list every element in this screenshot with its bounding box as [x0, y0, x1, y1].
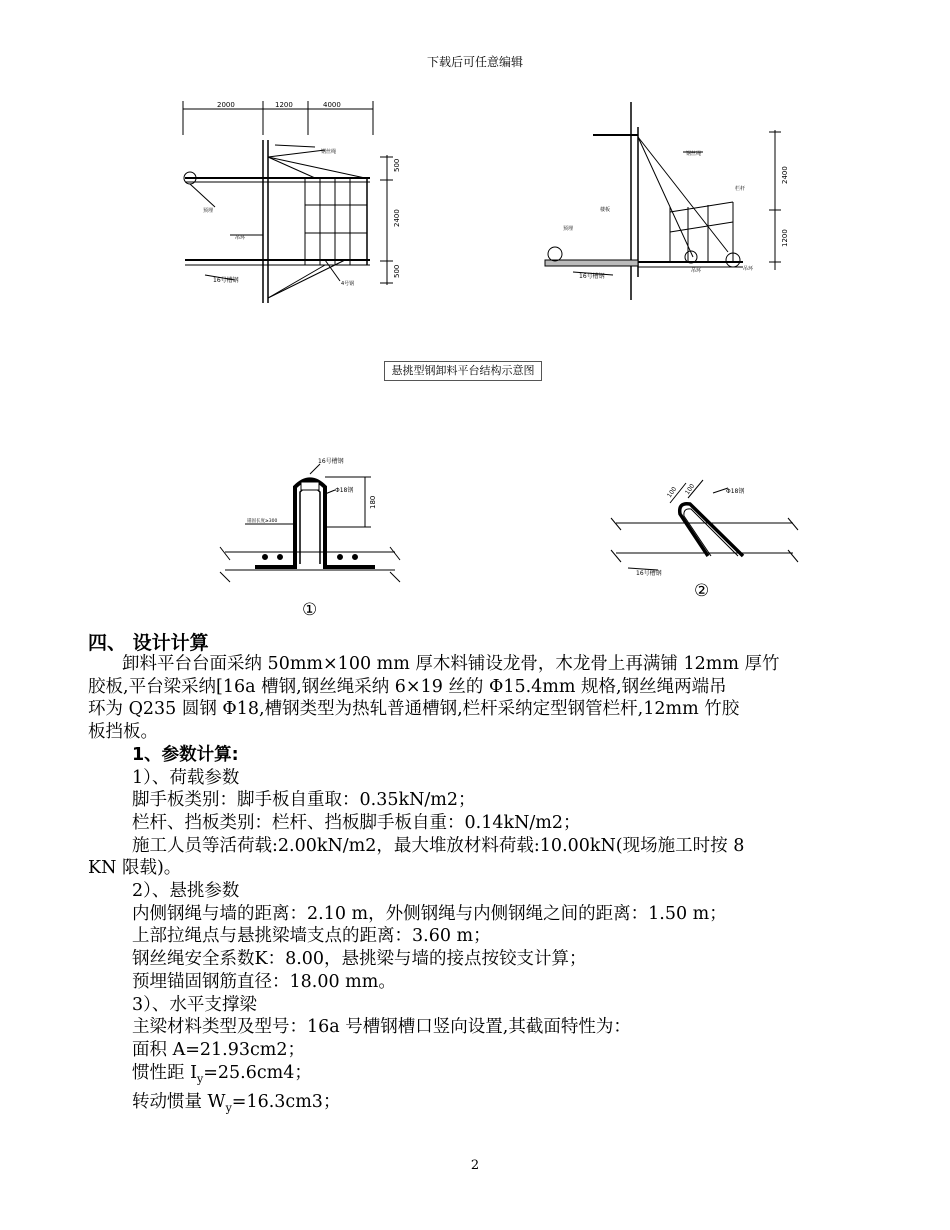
label-anchor-length: 锚固长度≥300: [247, 519, 278, 524]
label-ring-r2: 吊环: [743, 266, 754, 272]
line-k-sub: y: [225, 1101, 232, 1115]
label-steel: 4号钢: [341, 281, 355, 287]
paragraph-1-line-4: 板挡板。: [88, 722, 158, 743]
line-a: 脚手板类别：脚手板自重取：0.35kN/m2；: [132, 790, 476, 811]
detail-drawing-2: [608, 478, 808, 608]
line-e: 上部拉绳点与悬挑梁墙支点的距离：3.60 m；: [132, 926, 491, 947]
label-channel-r: 16号槽钢: [579, 273, 605, 280]
line-f: 钢丝绳安全系数K：8.00，悬挑梁与墙的接点按铰支计算；: [132, 949, 587, 970]
detail-mark-2: ②: [694, 581, 710, 601]
line-d: 内侧钢绳与墙的距离：2.10 m，外侧钢绳与内侧钢绳之间的距离：1.50 m；: [132, 903, 727, 924]
figure-caption: 悬挑型钢卸料平台结构示意图: [384, 361, 542, 381]
page-header: 下载后可任意编辑: [426, 55, 523, 69]
label-wire-rope: 钢丝绳: [321, 149, 337, 155]
label-channel-d1: 16号槽钢: [318, 458, 344, 465]
label-floor: 楼板: [600, 207, 611, 213]
line-c2: KN 限载)。: [88, 858, 182, 879]
item-3: 3）、水平支撑梁: [132, 994, 257, 1015]
line-i: 面积 A=21.93cm2；: [132, 1039, 305, 1060]
paragraph-1-line-2: 胶板,平台梁采纳[16a 槽钢,钢丝绳采纳 6×19 丝的 Φ15.4mm 规格,钢丝绳两端吊: [88, 676, 727, 697]
label-channel: 16号槽钢: [213, 277, 239, 284]
label-embed-r: 预埋: [563, 226, 574, 232]
line-k: [88, 1091, 873, 1120]
label-railing: 栏杆: [735, 186, 746, 192]
line-g: 预埋锚固钢筋直径：18.00 mm。: [132, 971, 396, 992]
platform-elevation-drawing-left: [175, 95, 401, 305]
dim-right-r1: 2400: [781, 166, 789, 184]
platform-elevation-drawing-right: [543, 102, 793, 302]
label-embed: 预埋: [203, 208, 214, 214]
dim-top-1: 2000: [217, 101, 235, 109]
label-dim-180: 180: [369, 495, 377, 509]
subsection-heading: 1、参数计算:: [132, 744, 239, 765]
label-ring-r1: 吊环: [691, 268, 702, 274]
body-text: [88, 653, 873, 1120]
label-rebar-d1: Φ18钢: [335, 487, 354, 494]
page-number: 2: [470, 1158, 480, 1173]
line-j-pre: 惯性距 I: [132, 1062, 197, 1083]
dim-right-1: 500: [393, 158, 401, 172]
detail-mark-1: ①: [302, 600, 318, 620]
label-rebar-d2: Φ18钢: [726, 488, 745, 495]
item-1: 1）、荷载参数: [132, 767, 240, 788]
line-j: [88, 1062, 873, 1091]
label-ring: 吊环: [235, 235, 246, 241]
dim-right-r2: 1200: [781, 229, 789, 247]
detail-drawing-1: [215, 452, 415, 622]
line-j-sub: y: [196, 1072, 204, 1086]
dim-top-3: 4000: [323, 101, 341, 109]
line-j-post: =25.6cm4；: [203, 1062, 312, 1083]
line-k-pre: 转动惯量 W: [132, 1091, 226, 1112]
item-2: 2）、悬挑参数: [132, 881, 240, 902]
paragraph-1-line-3: 环为 Q235 圆钢 Φ18,槽钢类型为热轧普通槽钢,栏杆采纳定型钢管栏杆,12mm 竹胶: [88, 699, 740, 720]
line-c1: 施工人员等活荷载:2.00kN/m2，最大堆放材料荷载:10.00kN(现场施工时按 8: [132, 835, 745, 856]
label-dim-100b: 100: [683, 482, 697, 497]
dim-right-2: 2400: [393, 209, 401, 227]
paragraph-1-line-1: 卸料平台台面采纳 50mm×100 mm 厚木料铺设龙骨，木龙骨上再满铺 12mm 厚竹: [122, 654, 780, 674]
label-wire-rope-r: 钢丝绳: [686, 151, 702, 157]
dim-top-2: 1200: [275, 101, 293, 109]
section-heading: 四、 设计计算: [88, 632, 209, 654]
dim-right-3: 500: [393, 264, 401, 278]
label-dim-100a: 100: [665, 485, 679, 500]
label-channel-d2: 16号槽钢: [636, 570, 662, 577]
line-h: 主梁材料类型及型号：16a 号槽钢槽口竖向设置,其截面特性为：: [132, 1017, 631, 1038]
line-b: 栏杆、挡板类别：栏杆、挡板脚手板自重：0.14kN/m2；: [132, 812, 581, 833]
line-k-post: =16.3cm3；: [231, 1091, 341, 1112]
